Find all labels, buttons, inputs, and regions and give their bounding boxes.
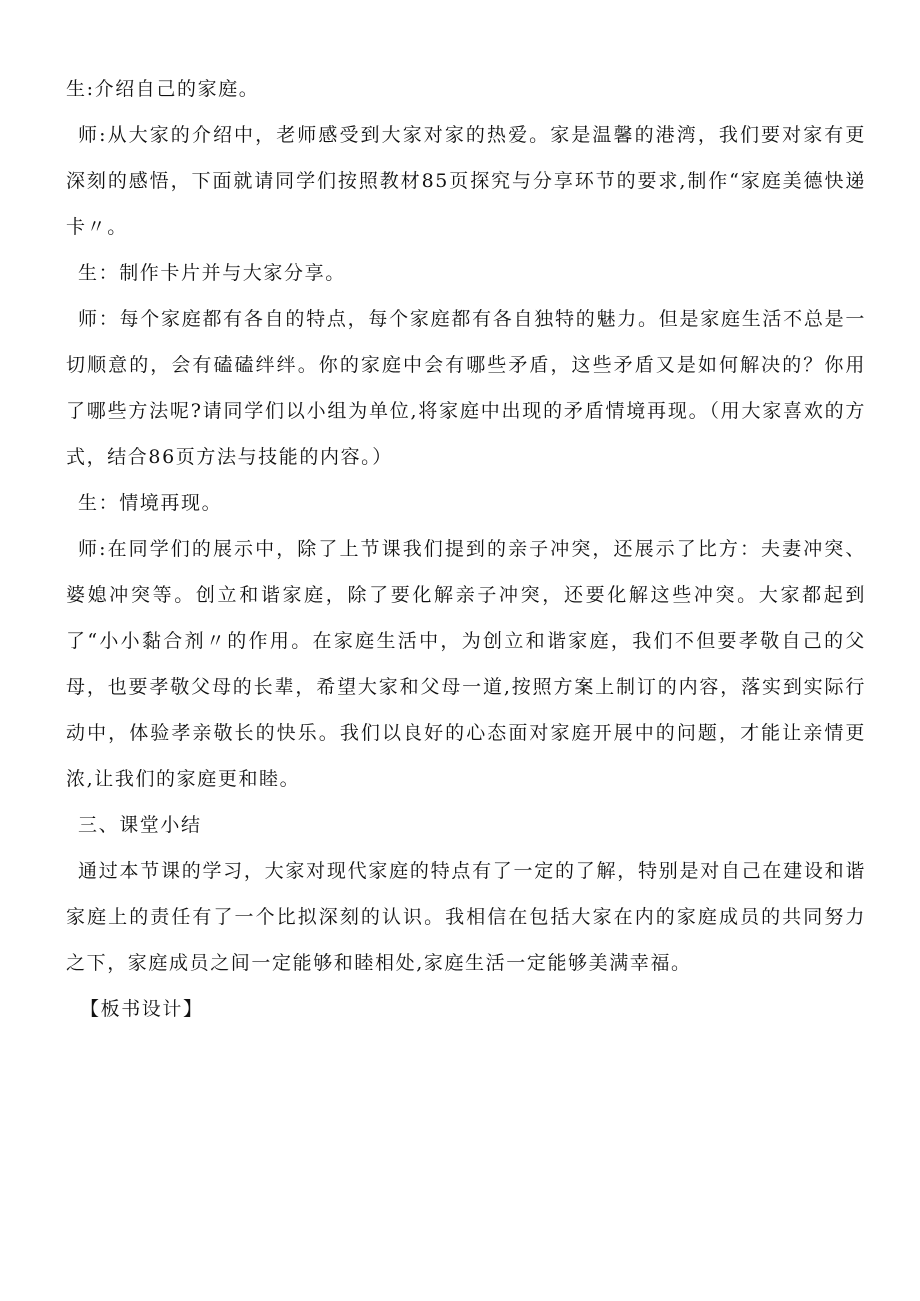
paragraph-student-intro: 生:介绍自己的家庭。	[66, 78, 260, 100]
paragraph-teacher-harmony: 师:在同学们的展示中，除了上节课我们提到的亲子冲突，还展示了比方：夫妻冲突、婆媳冲突等。创立和谐家庭，除了要化解亲子冲突，还要化解这些冲突。大家都起到了“小小黏合剂〃的作用。在家庭生活中，为创立和谐家庭，我们不但要孝敬自己的父母，也要孝敬父母的长辈，希望大家和父母一道,按照方案上制订的内容，落实到实际行动中，体验孝亲敬长的快乐。我们以良好的心态面对家庭开展中的问题，才能让亲情更浓,让我们的家庭更和睦。	[66, 538, 866, 790]
paragraph-teacher-card: 师:从大家的介绍中，老师感受到大家对家的热爱。家是温馨的港湾，我们要对家有更深刻的感悟，下面就请同学们按照教材85页探究与分享环节的要求,制作“家庭美德快递卡〃。	[66, 124, 866, 238]
paragraph-summary: 通过本节课的学习，大家对现代家庭的特点有了一定的了解，特别是对自己在建设和谐家庭上的责任有了一个比拟深刻的认识。我相信在包括大家在内的家庭成员的共同努力之下，家庭成员之间一定能够和睦相处,家庭生活一定能够美满幸福。	[66, 860, 866, 974]
paragraph-teacher-conflicts: 师：每个家庭都有各自的特点，每个家庭都有各自独特的魅力。但是家庭生活不总是一切顺意的，会有磕磕绊绊。你的家庭中会有哪些矛盾，这些矛盾又是如何解决的？你用了哪些方法呢?请同学们以小组为单位,将家庭中出现的矛盾情境再现。（用大家喜欢的方式，结合86页方法与技能的内容。）	[66, 308, 866, 468]
board-design-heading: 【板书设计】	[80, 998, 204, 1020]
paragraph-student-card: 生：制作卡片并与大家分享。	[78, 262, 346, 284]
section-heading-summary: 三、课堂小结	[78, 814, 202, 836]
paragraph-student-scenario: 生：情境再现。	[78, 492, 223, 514]
document-page	[66, 66, 866, 1032]
